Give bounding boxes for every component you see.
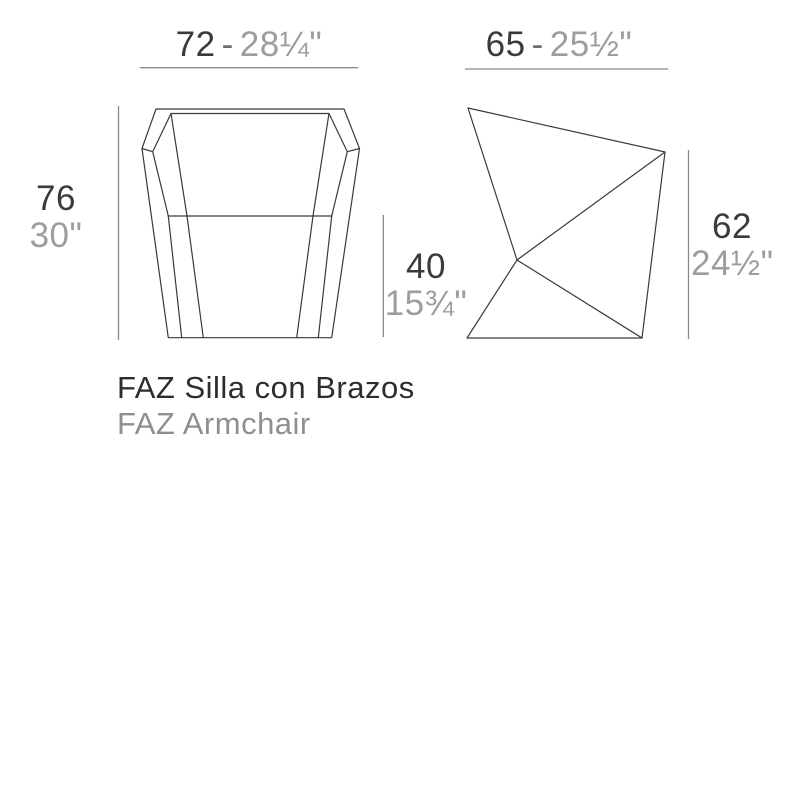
total-height-cm: 76 xyxy=(36,179,76,218)
front-view-outline xyxy=(142,109,360,338)
front-width-separator: - xyxy=(221,25,234,64)
back-height-inches: 24½" xyxy=(691,244,774,283)
side-depth-cm: 65 xyxy=(485,25,526,64)
side-depth-dimension xyxy=(450,26,668,63)
side-view-facet-diagonals xyxy=(517,152,665,338)
seat-height-cm: 40 xyxy=(406,247,446,286)
front-view-left-corner-facet xyxy=(142,114,171,217)
product-name-english: FAZ Armchair xyxy=(117,406,311,441)
front-view-right-corner-facet xyxy=(329,114,360,217)
side-depth-inches: 25½" xyxy=(549,25,633,64)
front-width-cm: 72 xyxy=(175,25,216,64)
seat-height-dimension xyxy=(384,248,468,322)
front-view-right-arm-crease xyxy=(313,114,329,217)
side-depth-separator: - xyxy=(531,25,544,64)
product-name-spanish: FAZ Silla con Brazos xyxy=(117,370,415,405)
back-height-dimension xyxy=(691,208,773,282)
total-height-inches: 30" xyxy=(29,216,83,255)
front-view-right-leg-creases xyxy=(297,216,332,338)
total-height-dimension xyxy=(15,180,97,254)
front-width-dimension xyxy=(140,26,358,63)
front-width-inches: 28¼" xyxy=(239,25,323,64)
front-view-left-leg-creases xyxy=(168,216,203,338)
back-height-cm: 62 xyxy=(712,207,752,246)
seat-height-inches: 15¾" xyxy=(384,284,468,323)
side-view-outline xyxy=(467,108,665,338)
front-view-left-arm-crease xyxy=(171,114,187,217)
